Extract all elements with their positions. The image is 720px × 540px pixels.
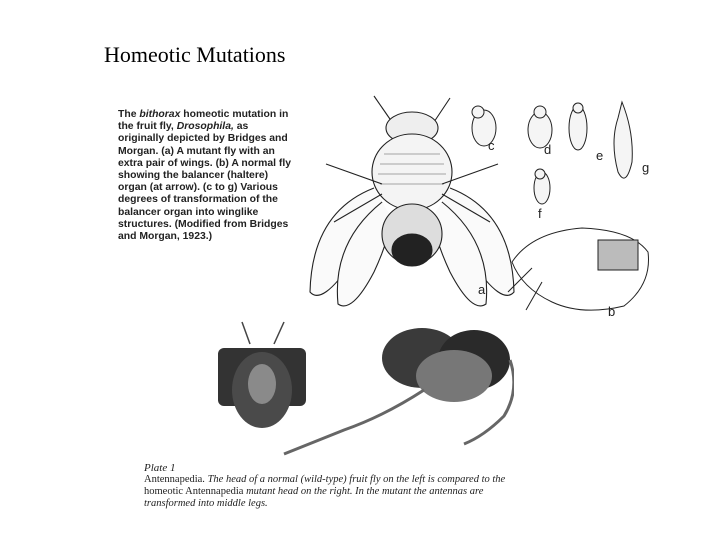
antennapedia-head-photo	[284, 328, 514, 454]
bithorax-caption	[118, 109, 296, 243]
plate-label: Plate 1	[144, 462, 176, 474]
caption-italic1: The head of a normal (wild-type) fruit fly on the left is compared to the	[207, 474, 506, 485]
label-e: e	[596, 148, 604, 163]
haltere-drawings	[472, 102, 632, 204]
caption-term: Antennapedia.	[144, 474, 205, 485]
caption-genus: Drosophila,	[176, 121, 234, 133]
label-d: d	[544, 142, 552, 157]
caption-part1: homeotic mutation in the fruit fly,	[118, 109, 289, 133]
label-b: b	[608, 304, 616, 319]
label-c: c	[488, 138, 495, 153]
antennapedia-caption	[144, 474, 524, 510]
caption-lead: The	[118, 109, 137, 120]
caption-italic-word: bithorax	[139, 109, 181, 120]
label-g: g	[642, 160, 650, 175]
normal-fly-drawing	[508, 228, 649, 310]
slide-title: Homeotic Mutations	[104, 42, 286, 67]
wild-type-head-photo	[218, 322, 306, 428]
caption-italic2: mutant head on the right. In the mutant the antennas are transformed into middle legs.	[144, 486, 484, 509]
label-a: a	[478, 282, 486, 297]
antennapedia-figure	[214, 320, 514, 460]
caption-part2: as originally depicted by Bridges and Morgan. (a) A mutant fly with an extra pair of wings. (b) A normal fly showing the balancer (haltere) organ (at arrow). (c to g) Various degrees of transformation of the balancer organ into winglike structures. (Modified from Bridges and Morgan, 1923.)	[118, 121, 292, 243]
caption-roman: homeotic Antennapedia	[144, 486, 244, 497]
label-f: f	[538, 206, 542, 221]
